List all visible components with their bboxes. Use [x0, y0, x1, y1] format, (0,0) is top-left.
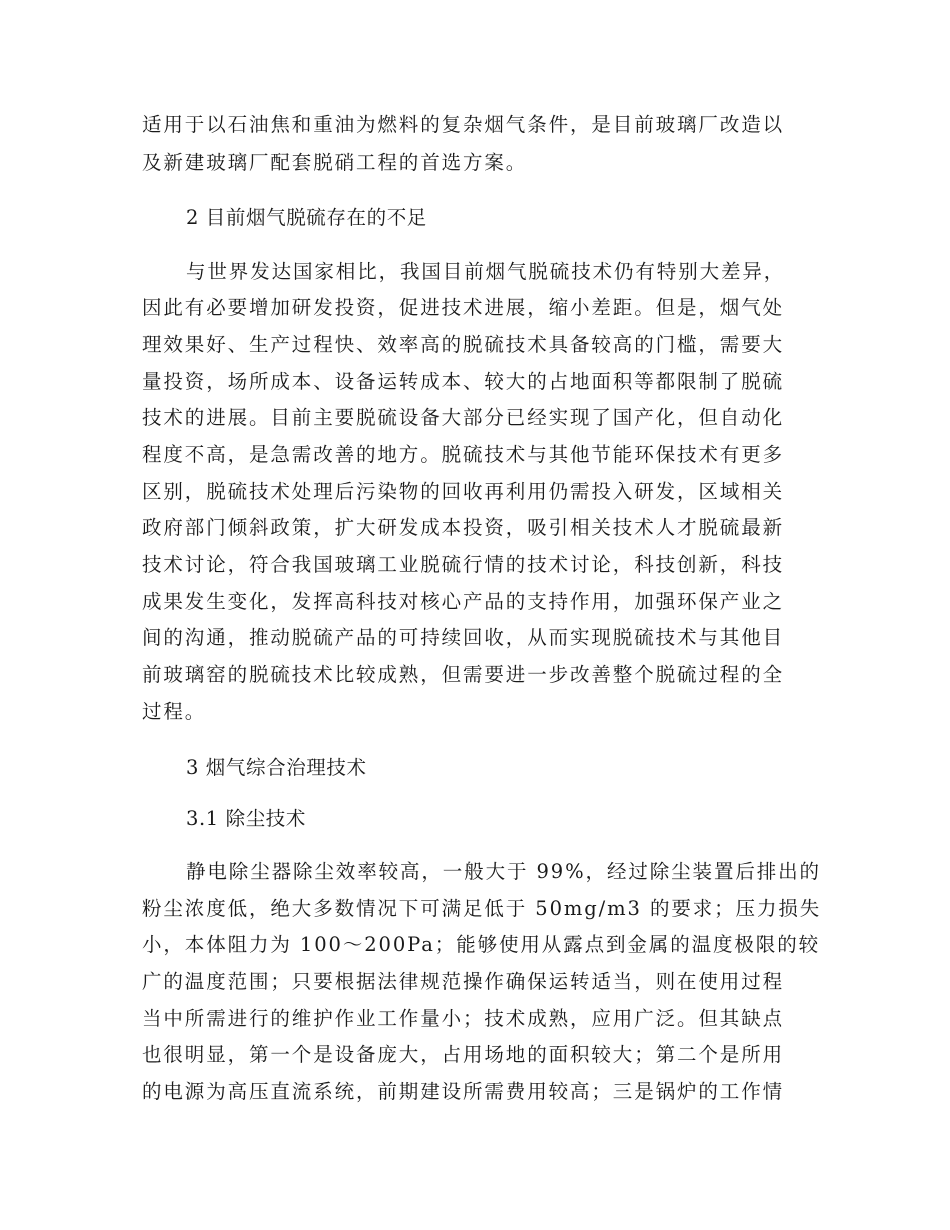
section-heading: 2 目前烟气脱硫存在的不足 — [186, 206, 427, 229]
body-text-line: 区别，脱硫技术处理后污染物的回收再利用仍需投入研发，区域相关 — [142, 480, 785, 503]
body-text-line: 技术的进展。目前主要脱硫设备大部分已经实现了国产化，但自动化 — [142, 406, 785, 429]
body-text-line: 技术讨论，符合我国玻璃工业脱硫行情的技术讨论，科技创新，科技 — [142, 553, 785, 576]
body-text-line: 及新建玻璃厂配套脱硝工程的首选方案。 — [142, 151, 528, 174]
body-text-line: 静电除尘器除尘效率较高，一般大于 99%，经过除尘装置后排出的 — [186, 860, 821, 883]
body-text-line: 过程。 — [142, 700, 207, 723]
body-text-line: 量投资，场所成本、设备运转成本、较大的占地面积等都限制了脱硫 — [142, 370, 785, 393]
body-text-line: 政府部门倾斜政策，扩大研发成本投资，吸引相关技术人才脱硫最新 — [142, 516, 785, 539]
body-text-line: 也很明显，第一个是设备庞大，占用场地的面积较大；第二个是所用 — [142, 1043, 785, 1066]
body-text-line: 成果发生变化，发挥高科技对核心产品的支持作用，加强环保产业之 — [142, 590, 785, 613]
body-text-line: 间的沟通，推动脱硫产品的可持续回收，从而实现脱硫技术与其他目 — [142, 626, 785, 649]
body-text-line: 的电源为高压直流系统，前期建设所需费用较高；三是锅炉的工作情 — [142, 1080, 785, 1103]
body-text-line: 粉尘浓度低，绝大多数情况下可满足低于 50mg/m3 的要求；压力损失 — [142, 897, 822, 920]
subsection-heading: 3.1 除尘技术 — [186, 807, 307, 830]
body-text-line: 前玻璃窑的脱硫技术比较成熟，但需要进一步改善整个脱硫过程的全 — [142, 663, 785, 686]
body-text-line: 小，本体阻力为 100～200Pa；能够使用从露点到金属的温度极限的较 — [142, 933, 821, 956]
body-text-line: 程度不高，是急需改善的地方。脱硫技术与其他节能环保技术有更多 — [142, 443, 785, 466]
section-heading: 3 烟气综合治理技术 — [186, 756, 367, 779]
body-text-line: 当中所需进行的维护作业工作量小；技术成熟，应用广泛。但其缺点 — [142, 1007, 785, 1030]
body-text-line: 因此有必要增加研发投资，促进技术进展，缩小差距。但是，烟气处 — [142, 296, 785, 319]
body-text-line: 与世界发达国家相比，我国目前烟气脱硫技术仍有特别大差异， — [186, 260, 786, 283]
body-text-line: 适用于以石油焦和重油为燃料的复杂烟气条件，是目前玻璃厂改造以 — [142, 113, 785, 136]
body-text-line: 广的温度范围；只要根据法律规范操作确保运转适当，则在使用过程 — [142, 970, 785, 993]
body-text-line: 理效果好、生产过程快、效率高的脱硫技术具备较高的门槛，需要大 — [142, 333, 785, 356]
